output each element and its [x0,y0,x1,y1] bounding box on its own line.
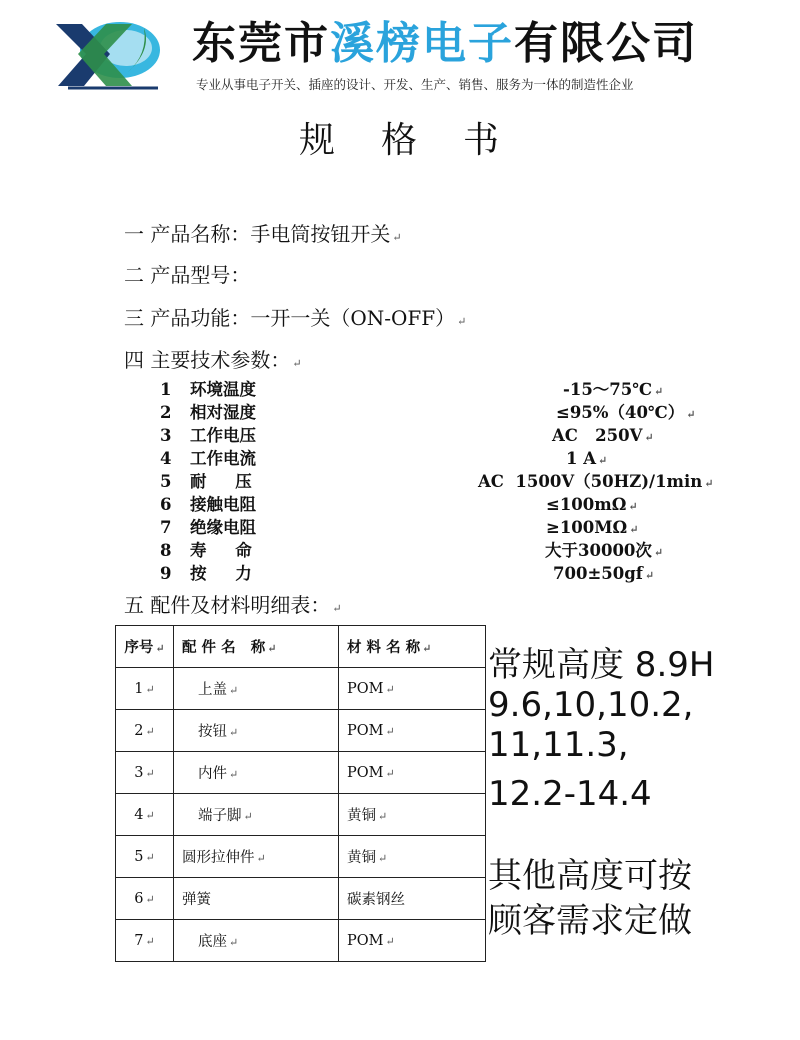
spec-row: 6 接触电阻 [160,495,256,514]
document-title: 规 格 书 [298,120,502,161]
spec-value: ≤100mΩ ↵ [546,495,638,514]
spec-value: AC 250V ↵ [552,426,654,445]
spec-row: 1 环境温度 [160,380,256,399]
table-row: 4 ↵ 端子脚 ↵ 黄铜 ↵ [116,794,486,836]
spec-row: 7 绝缘电阻 [160,518,256,537]
section-product-model: 二 产品型号： [124,263,251,287]
spec-row: 3 工作电压 [160,426,256,445]
spec-value: -15～75℃ ↵ [563,380,664,399]
height-note-line: 12.2-14.4 [488,774,652,814]
table-row: 3 ↵ 内件 ↵ POM ↵ [116,752,486,794]
section-tech-params: 四 主要技术参数： ↵ [124,348,302,372]
spec-value: 700±50gf ↵ [553,564,655,583]
company-name: 东莞市溪榜电子有限公司 [192,18,698,69]
spec-row: 8 寿 命 [160,541,252,560]
custom-note-line: 其他高度可按 [488,856,692,896]
spec-value: 大于30000次 ↵ [545,541,664,560]
header-cell: 材 料 名 称 ↵ [339,626,486,668]
height-note-line: 常规高度 8.9H [488,645,715,685]
spec-value: AC 1500V（50HZ)/1min ↵ [478,472,714,491]
section-product-name: 一 产品名称：手电筒按钮开关 ↵ [124,222,402,246]
spec-row: 4 工作电流 [160,449,256,468]
parts-table [115,625,486,962]
table-row: 1 ↵ 上盖 ↵ POM ↵ [116,668,486,710]
spec-row: 5 耐 压 [160,472,252,491]
height-note-line: 9.6,10,10.2, [488,685,694,725]
spec-row: 2 相对湿度 [160,403,256,422]
table-row: 5 ↵ 圆形拉伸件 ↵ 黄铜 ↵ [116,836,486,878]
company-logo [48,14,178,94]
table-row: 7 ↵ 底座 ↵ POM ↵ [116,920,486,962]
company-tagline: 专业从事电子开关、插座的设计、开发、生产、销售、服务为一体的制造性企业 [196,77,634,92]
header-cell: 序号 ↵ [116,626,174,668]
spec-value: ≤95%（40℃） ↵ [556,403,696,422]
custom-note-line: 顾客需求定做 [488,901,692,941]
table-row: 6 ↵ 弹簧 碳素钢丝 [116,878,486,920]
table-row: 2 ↵ 按钮 ↵ POM ↵ [116,710,486,752]
table-header-row [116,626,486,668]
header-cell: 配 件 名 称 ↵ [174,626,339,668]
spec-value: 1 A ↵ [566,449,608,468]
height-note-line: 11,11.3, [488,725,629,765]
spec-row: 9 按 力 [160,564,252,583]
section-parts-list: 五 配件及材料明细表： ↵ [124,593,342,617]
section-product-function: 三 产品功能：一开一关（ON-OFF） ↵ [124,306,467,330]
spec-value: ≥100MΩ ↵ [546,518,639,537]
